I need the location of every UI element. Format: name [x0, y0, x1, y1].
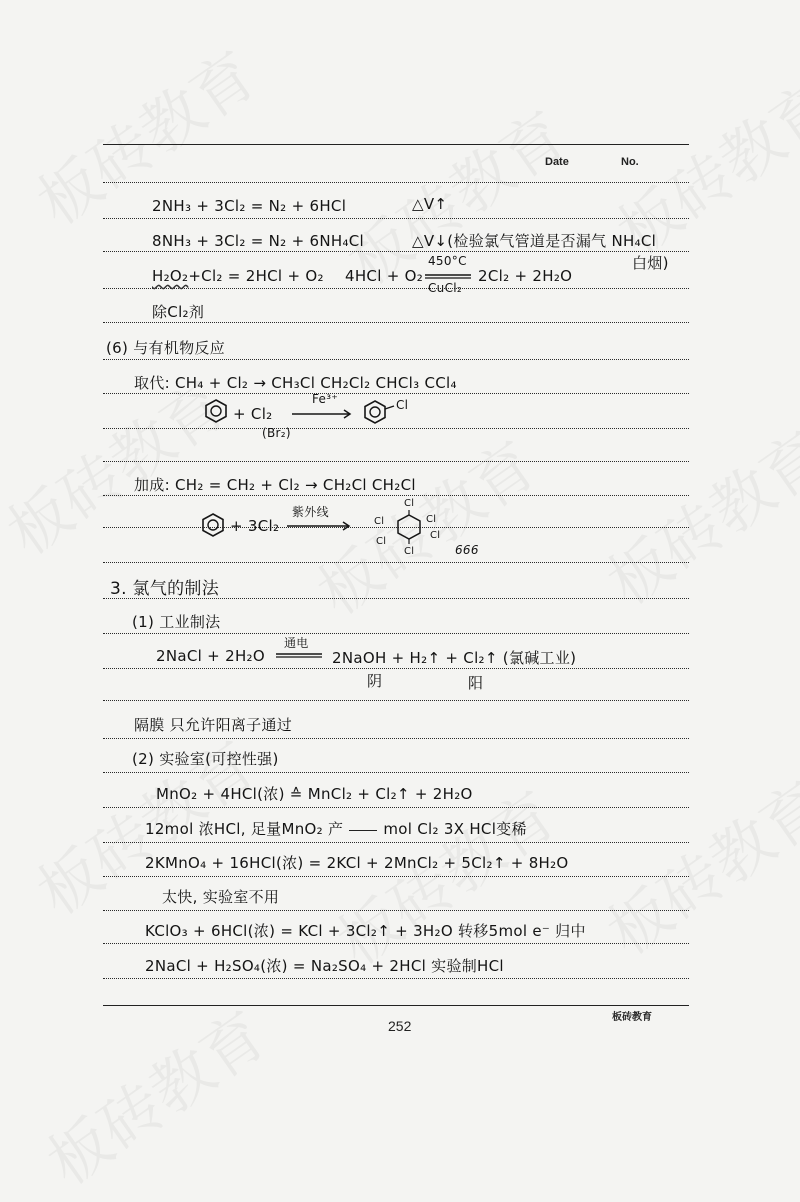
cl2-remover-label: 除Cl₂剂 — [152, 303, 205, 321]
anode-label: 阳 — [468, 674, 484, 692]
ruled-line — [103, 182, 689, 183]
kclo3-equation: KClO₃ + 6HCl(浓) = KCl + 3Cl₂↑ + 3H₂O 转移5mol e⁻ 归中 — [145, 922, 586, 940]
page-number: 252 — [388, 1018, 412, 1034]
heading-lab-method: (2) 实验室(可控性强) — [132, 750, 279, 768]
ruled-line — [103, 842, 689, 843]
answer-blank — [349, 830, 377, 831]
addition-reagent: + 3Cl₂ — [230, 517, 280, 535]
watermark — [27, 987, 281, 1202]
ruled-line — [103, 700, 689, 701]
hcl-preparation-equation: 2NaCl + H₂SO₄(浓) = Na₂SO₄ + 2HCl 实验制HCl — [145, 957, 504, 975]
mno2-excess-note — [145, 818, 527, 839]
ruled-line — [103, 461, 689, 462]
equation-h2o2-cl2 — [152, 267, 324, 285]
electrolysis-arrow — [276, 651, 326, 659]
ruled-line — [103, 738, 689, 739]
addition-equation: 加成: CH₂ = CH₂ + Cl₂ → CH₂Cl CH₂Cl — [134, 476, 416, 494]
uv-condition: 紫外线 — [292, 505, 329, 519]
h2o2-wavy-underline: H₂O₂ — [152, 267, 189, 285]
benzene-icon — [202, 513, 224, 537]
h2o2-equation-rest: +Cl₂ = 2HCl + O₂ — [188, 267, 324, 285]
ruled-line — [103, 807, 689, 808]
ruled-line — [103, 428, 689, 429]
heading-chlorine-preparation: 3. 氯气的制法 — [110, 579, 220, 599]
deacon-left: 4HCl + O₂ — [345, 267, 424, 285]
ruled-line — [103, 772, 689, 773]
electrolysis-left: 2NaCl + 2H₂O — [156, 647, 265, 665]
mno2-note-part-a: 12mol 浓HCl, 足量MnO₂ 产 — [145, 820, 344, 838]
addition-arrow — [287, 521, 353, 531]
ruled-line — [103, 288, 689, 289]
ruled-line — [103, 218, 689, 219]
kmno4-note: 太快, 实验室不用 — [162, 888, 280, 906]
hch-code-666: 666 — [455, 543, 479, 557]
watermark — [587, 407, 800, 622]
ruled-line — [103, 943, 689, 944]
membrane-note: 隔膜 只允许阳离子通过 — [134, 716, 293, 734]
deacon-right: 2Cl₂ + 2H₂O — [478, 267, 573, 285]
ruled-line — [103, 562, 689, 563]
hch-cl-right-bottom: Cl — [430, 530, 441, 541]
deacon-catalyst: CuCl₂ — [428, 281, 463, 295]
bottom-rule — [103, 1005, 689, 1006]
hch-cl-top: Cl — [404, 498, 415, 509]
substitution-bromine-alt: (Br₂) — [262, 426, 291, 440]
deacon-arrow — [425, 272, 475, 280]
substitution-arrow — [292, 409, 354, 419]
ruled-line — [103, 359, 689, 360]
equation-nh3-cl2-excess-nh3: 8NH₃ + 3Cl₂ = N₂ + 6NH₄Cl — [152, 232, 364, 250]
leak-test-note: △V↓(检验氯气管道是否漏气 NH₄Cl — [412, 232, 657, 250]
watermark — [587, 757, 800, 972]
ruled-line — [103, 668, 689, 669]
electrolysis-condition: 通电 — [284, 636, 309, 650]
substitution-equation: 取代: CH₄ + Cl₂ → CH₃Cl CH₂Cl₂ CHCl₃ CCl₄ — [134, 374, 457, 392]
top-rule — [103, 144, 689, 145]
hexachlorocyclohexane-icon — [392, 509, 426, 545]
equation-nh3-cl2-excess-cl2: 2NH₃ + 3Cl₂ = N₂ + 6HCl — [152, 197, 347, 215]
chlorobenzene-icon — [364, 400, 386, 424]
ruled-line — [103, 495, 689, 496]
hch-cl-bottom-left: Cl — [376, 536, 387, 547]
substitution-reagent: + Cl₂ — [233, 405, 273, 423]
no-label: No. — [621, 156, 639, 168]
heading-industrial-method: (1) 工业制法 — [132, 613, 221, 631]
ruled-line — [103, 633, 689, 634]
benzene-icon — [205, 399, 227, 423]
hch-cl-right-top: Cl — [426, 514, 437, 525]
footer-brand: 板砖教育 — [612, 1012, 652, 1023]
ruled-line — [103, 322, 689, 323]
ruled-line — [103, 393, 689, 394]
substitution-catalyst: Fe³⁺ — [312, 392, 338, 406]
mno2-note-part-b: mol Cl₂ 3X HCl变稀 — [383, 820, 527, 838]
mno2-equation: MnO₂ + 4HCl(浓) ≙ MnCl₂ + Cl₂↑ + 2H₂O — [156, 785, 473, 803]
deacon-temperature: 450°C — [428, 254, 467, 268]
chlorobenzene-cl: Cl — [396, 398, 409, 412]
cathode-label: 阴 — [367, 672, 383, 690]
hch-cl-left: Cl — [374, 516, 385, 527]
volume-increase-note: △V↑ — [412, 195, 448, 213]
ruled-line — [103, 910, 689, 911]
ruled-line — [103, 978, 689, 979]
ruled-line — [103, 251, 689, 252]
hch-cl-bottom: Cl — [404, 546, 415, 557]
electrolysis-right: 2NaOH + H₂↑ + Cl₂↑ (氯碱工业) — [332, 649, 577, 667]
heading-organic-reactions: (6) 与有机物反应 — [106, 339, 226, 357]
kmno4-equation: 2KMnO₄ + 16HCl(浓) = 2KCl + 2MnCl₂ + 5Cl₂↑ + 8H₂O — [145, 854, 569, 872]
white-smoke-note: 白烟) — [632, 254, 669, 272]
ruled-line — [103, 876, 689, 877]
date-label: Date — [545, 156, 569, 168]
